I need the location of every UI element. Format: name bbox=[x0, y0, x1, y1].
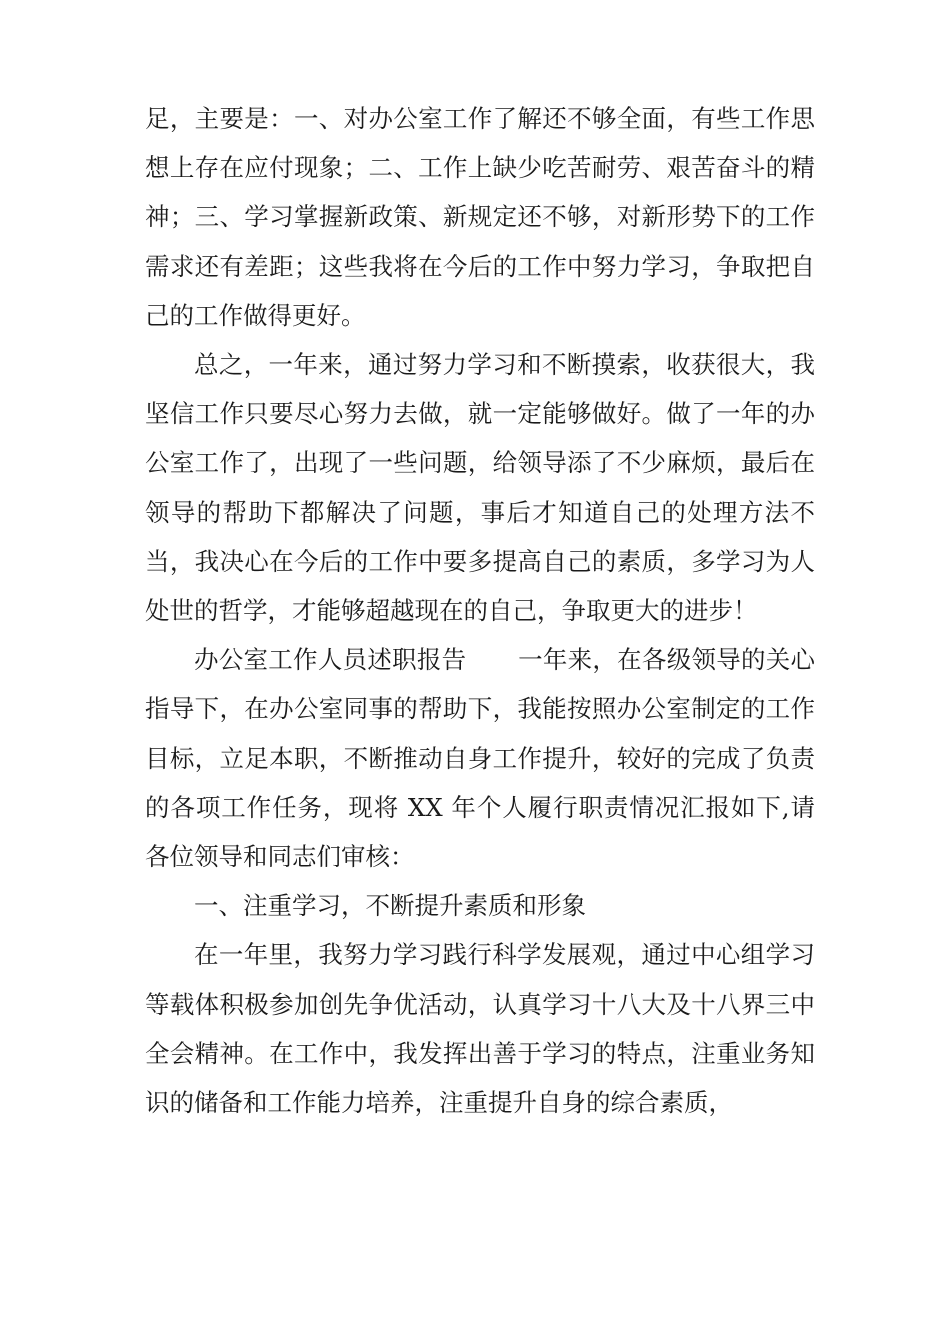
paragraph-section-1: 在一年里，我努力学习践行科学发展观，通过中心组学习等载体积极参加创先争优活动，认真学习十八大及十八界三中全会精神。在工作中，我发挥出善于学习的特点，注重业务知识的储备和工作能力培养，注重提升自身的综合素质， bbox=[145, 940, 815, 1118]
document-body bbox=[145, 94, 815, 1127]
report-intro-text: 一年来，在各级领导的关心指导下，在办公室同事的帮助下，我能按照办公室制定的工作目标，立足本职，不断推动自身工作提升，较好的完成了负责的各项工作任务，现将 XX 年个人履行职责情况汇报如下,请各位领导和同志们审核： bbox=[145, 645, 816, 872]
section-heading-1: 一、注重学习，不断提升素质和形象 bbox=[194, 891, 586, 921]
paragraph-report-intro bbox=[145, 635, 815, 881]
paragraph-continued: 足，主要是：一、对办公室工作了解还不够全面，有些工作思想上存在应付现象；二、工作上缺少吃苦耐劳、艰苦奋斗的精神；三、学习掌握新政策、新规定还不够，对新形势下的工作需求还有差距；这些我将在今后的工作中努力学习，争取把自己的工作做得更好。 bbox=[145, 104, 815, 330]
report-title: 办公室工作人员述职报告 bbox=[194, 645, 467, 675]
paragraph-summary: 总之，一年来，通过努力学习和不断摸索，收获很大，我坚信工作只要尽心努力去做，就一定能够做好。做了一年的办公室工作了，出现了一些问题，给领导添了不少麻烦，最后在领导的帮助下都解决了问题，事后才知道自己的处理方法不当，我决心在今后的工作中要多提高自己的素质，多学习为人处世的哲学，才能够超越现在的自己，争取更大的进步！ bbox=[145, 350, 815, 626]
